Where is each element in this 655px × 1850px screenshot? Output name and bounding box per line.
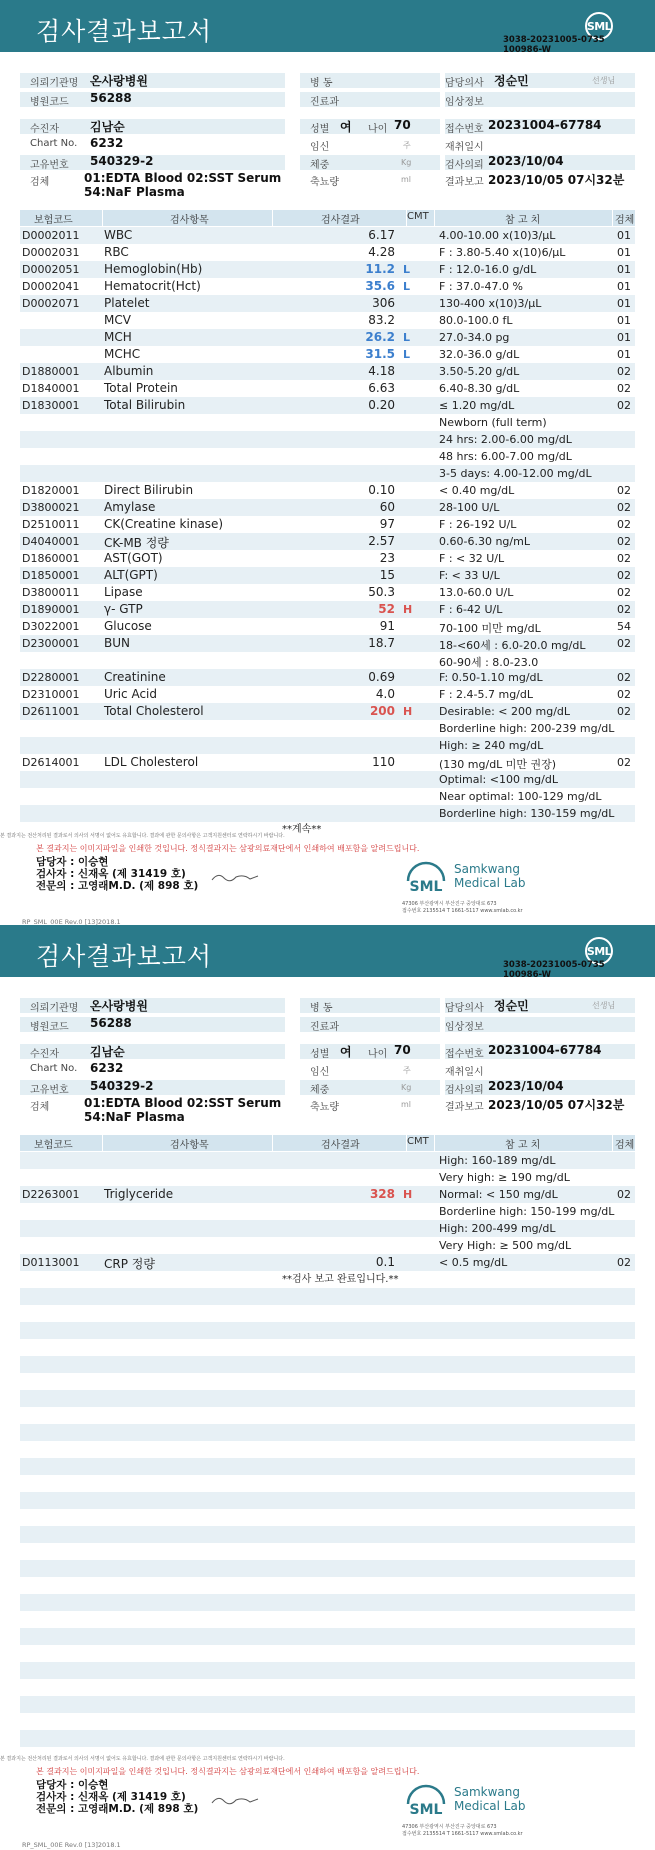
row-code: D0002031 xyxy=(22,246,80,259)
table-row xyxy=(0,312,655,329)
table-row xyxy=(0,1186,655,1203)
table-row xyxy=(0,482,655,499)
table-row xyxy=(0,1254,655,1271)
table-row xyxy=(0,669,655,686)
row-test-name: ALT(GPT) xyxy=(104,568,158,582)
row-reference: Desirable: < 200 mg/dL xyxy=(439,705,571,718)
table-row xyxy=(0,686,655,703)
row-specimen: 02 xyxy=(617,586,631,599)
row-reference: High: ≥ 240 mg/dL xyxy=(439,739,544,752)
row-test-name: CK(Creatine kinase) xyxy=(104,517,224,531)
row-result: 91 xyxy=(379,619,395,633)
row-code: D4040001 xyxy=(22,535,80,548)
row-result: 52 xyxy=(378,602,395,616)
table-row xyxy=(0,1152,655,1169)
row-test-name: Hematocrit(Hct) xyxy=(104,279,201,293)
table-row xyxy=(0,448,655,465)
row-result: 306 xyxy=(372,296,395,310)
row-result: 35.6 xyxy=(365,279,395,293)
table-row xyxy=(0,1237,655,1254)
row-reference: Near optimal: 100-129 mg/dL xyxy=(439,790,602,803)
row-reference: 27.0-34.0 pg xyxy=(439,331,510,344)
row-code: D0002051 xyxy=(22,263,80,276)
row-result: 200 xyxy=(369,704,395,718)
row-specimen: 02 xyxy=(617,1188,631,1201)
table-row xyxy=(0,1169,655,1186)
image-print-notice: 본 결과지는 이미지파일을 인쇄한 것입니다. 정식결과지는 삼광의료재단에서 인쇄하여 배포함을 알려드립니다. xyxy=(36,844,420,853)
row-result: 60 xyxy=(379,500,395,514)
table-row xyxy=(0,788,655,805)
row-code: D0113001 xyxy=(22,1256,80,1269)
row-test-name: Albumin xyxy=(104,364,154,378)
row-code: D0002011 xyxy=(22,229,80,242)
samkwang-logo-icon xyxy=(404,1782,448,1822)
table-row xyxy=(0,601,655,618)
row-specimen: 02 xyxy=(617,569,631,582)
table-stripe xyxy=(20,1594,635,1611)
row-result: 4.18 xyxy=(368,364,395,378)
row-specimen: 02 xyxy=(617,365,631,378)
results-table-header: 보험코드 검사항목 검사결과 CMT 참 고 치 검체 xyxy=(20,210,635,226)
table-row xyxy=(0,635,655,652)
row-code: D2614001 xyxy=(22,756,80,769)
row-reference: (130 mg/dL 미만 권장) xyxy=(439,758,557,771)
row-reference: 13.0-60.0 U/L xyxy=(439,586,514,599)
row-result: 4.28 xyxy=(368,245,395,259)
row-reference: 24 hrs: 2.00-6.00 mg/dL xyxy=(439,433,572,446)
table-row xyxy=(0,1203,655,1220)
table-row xyxy=(0,278,655,295)
row-code: D2611001 xyxy=(22,705,80,718)
row-specimen: 02 xyxy=(617,1256,631,1269)
row-test-name: Uric Acid xyxy=(104,687,158,701)
lab-name: Samkwang Medical Lab xyxy=(454,1785,526,1813)
row-specimen: 02 xyxy=(617,382,631,395)
row-result: 26.2 xyxy=(365,330,395,344)
row-result: 31.5 xyxy=(365,347,395,361)
row-result: 6.63 xyxy=(368,381,395,395)
row-test-name: MCH xyxy=(104,330,132,344)
row-reference: F : 3.80-5.40 x(10)6/μL xyxy=(439,246,566,259)
row-reference: 3.50-5.20 g/dL xyxy=(439,365,520,378)
row-specimen: 02 xyxy=(617,501,631,514)
row-test-name: MCV xyxy=(104,313,131,327)
continue-note: **계속** xyxy=(282,824,322,835)
table-row xyxy=(0,533,655,550)
row-reference: 6.40-8.30 g/dL xyxy=(439,382,520,395)
table-row xyxy=(0,380,655,397)
row-code: D3022001 xyxy=(22,620,80,633)
table-row xyxy=(0,363,655,380)
row-flag: L xyxy=(403,263,411,276)
table-row xyxy=(0,397,655,414)
row-code: D0002071 xyxy=(22,297,80,310)
row-reference: 32.0-36.0 g/dL xyxy=(439,348,520,361)
row-reference: 48 hrs: 6.00-7.00 mg/dL xyxy=(439,450,572,463)
table-row xyxy=(0,516,655,533)
row-specimen: 01 xyxy=(617,348,631,361)
row-specimen: 02 xyxy=(617,705,631,718)
table-row xyxy=(0,805,655,822)
row-code: D1820001 xyxy=(22,484,80,497)
report-footer: 본 결과지는 전산처리된 결과로서 의사의 서명이 없어도 유효합니다. 결과에 관한 문의사항은 고객지원센터로 연락하시기 바랍니다. 본 결과지는 이미지파일을 인쇄한 것입니다. 정식결과지는 삼광의료재단에서 인쇄하여 배포함을 알려드립니다. 담당자 : 이승현 검사자 : 신재옥 (제 31419 호) 전문의 : 고영래M.D. (제 898 호) SML Samkwang Medical Lab 47306 부산광역시 부산진구 중앙대로 673 접수번호 2135514 T 1661-5117 www.smlab.co.kr RP_SML_00E Rev.0 [13]2018.1 xyxy=(0,1756,526,1849)
row-code: D2510011 xyxy=(22,518,80,531)
row-reference: Optimal: <100 mg/dL xyxy=(439,773,558,786)
row-code: D1880001 xyxy=(22,365,80,378)
table-stripe xyxy=(20,1288,635,1305)
row-result: 11.2 xyxy=(365,262,395,276)
row-code: D1840001 xyxy=(22,382,80,395)
report-page-2 xyxy=(0,925,655,1850)
row-result: 2.57 xyxy=(368,534,395,548)
samkwang-logo-icon xyxy=(404,859,448,899)
row-test-name: Amylase xyxy=(104,500,156,514)
row-reference: F : 2.4-5.7 mg/dL xyxy=(439,688,533,701)
table-row xyxy=(0,703,655,720)
table-stripe xyxy=(20,1696,635,1713)
row-result: 23 xyxy=(379,551,395,565)
row-test-name: Glucose xyxy=(104,619,152,633)
table-row xyxy=(0,346,655,363)
row-flag: L xyxy=(403,348,411,361)
table-stripe xyxy=(20,1730,635,1747)
row-test-name: CRP 정량 xyxy=(104,1257,155,1271)
row-specimen: 02 xyxy=(617,671,631,684)
row-test-name: Triglyceride xyxy=(104,1187,174,1201)
row-test-name: Lipase xyxy=(104,585,143,599)
table-row xyxy=(0,584,655,601)
row-test-name: AST(GOT) xyxy=(104,551,163,565)
table-stripe xyxy=(20,1424,635,1441)
row-result: 83.2 xyxy=(368,313,395,327)
row-specimen: 02 xyxy=(617,756,631,769)
results-table-header: 보험코드 검사항목 검사결과 CMT 참 고 치 검체 xyxy=(20,1135,635,1151)
row-flag: H xyxy=(403,1188,413,1201)
row-specimen: 01 xyxy=(617,263,631,276)
row-reference: F : 12.0-16.0 g/dL xyxy=(439,263,537,276)
table-row xyxy=(0,244,655,261)
row-specimen: 01 xyxy=(617,331,631,344)
table-stripe xyxy=(20,1628,635,1645)
row-test-name: Direct Bilirubin xyxy=(104,483,194,497)
report-title: 검사결과보고서 xyxy=(36,942,213,971)
row-reference: F : 6-42 U/L xyxy=(439,603,503,616)
row-reference: Borderline high: 200-239 mg/dL xyxy=(439,722,615,735)
row-reference: F: 0.50-1.10 mg/dL xyxy=(439,671,543,684)
row-reference: 18-<60세 : 6.0-20.0 mg/dL xyxy=(439,639,586,652)
row-reference: 4.00-10.00 x(10)3/μL xyxy=(439,229,556,242)
row-test-name: LDL Cholesterol xyxy=(104,755,199,769)
row-reference: 70-100 미만 mg/dL xyxy=(439,622,541,635)
row-code: D1850001 xyxy=(22,569,80,582)
row-flag: H xyxy=(403,603,413,616)
row-specimen: 02 xyxy=(617,552,631,565)
table-row xyxy=(0,465,655,482)
row-flag: L xyxy=(403,280,411,293)
row-code: D0002041 xyxy=(22,280,80,293)
row-result: 6.17 xyxy=(368,228,395,242)
row-result: 15 xyxy=(379,568,395,582)
row-reference: ≤ 1.20 mg/dL xyxy=(439,399,515,412)
table-row xyxy=(0,652,655,669)
row-reference: Very high: ≥ 190 mg/dL xyxy=(439,1171,570,1184)
lab-name: Samkwang Medical Lab xyxy=(454,862,526,890)
row-specimen: 01 xyxy=(617,246,631,259)
row-specimen: 02 xyxy=(617,399,631,412)
row-reference: Normal: < 150 mg/dL xyxy=(439,1188,558,1201)
row-test-name: Total Bilirubin xyxy=(104,398,186,412)
row-test-name: γ- GTP xyxy=(104,602,143,616)
row-reference: < 0.5 mg/dL xyxy=(439,1256,508,1269)
row-specimen: 02 xyxy=(617,603,631,616)
report-footer: 본 결과지는 전산처리된 결과로서 의사의 서명이 없어도 유효합니다. 결과에 관한 문의사항은 고객지원센터로 연락하시기 바랍니다. 본 결과지는 이미지파일을 인쇄한 것입니다. 정식결과지는 삼광의료재단에서 인쇄하여 배포함을 알려드립니다. 담당자 : 이승현 검사자 : 신재옥 (제 31419 호) 전문의 : 고영래M.D. (제 898 호) SML Samkwang Medical Lab 47306 부산광역시 부산진구 중앙대로 673 접수번호 2135514 T 1661-5117 www.smlab.co.kr RP_SML_00E Rev.0 [13]2018.1 xyxy=(0,833,526,925)
row-specimen: 02 xyxy=(617,688,631,701)
row-reference: F: < 33 U/L xyxy=(439,569,500,582)
row-result: 110 xyxy=(372,755,395,769)
table-stripe xyxy=(20,1526,635,1543)
row-code: D3800021 xyxy=(22,501,80,514)
table-row xyxy=(0,227,655,244)
row-specimen: 02 xyxy=(617,637,631,650)
sml-logo-icon: SML xyxy=(585,12,613,40)
table-stripe xyxy=(20,1662,635,1679)
row-reference: High: 200-499 mg/dL xyxy=(439,1222,556,1235)
row-test-name: Total Protein xyxy=(104,381,178,395)
table-row xyxy=(0,567,655,584)
svg-text:SML: SML xyxy=(409,879,443,895)
table-row xyxy=(0,618,655,635)
report-end-note: **검사 보고 완료입니다.** xyxy=(282,1274,399,1285)
row-reference: High: 160-189 mg/dL xyxy=(439,1154,556,1167)
table-row xyxy=(0,1220,655,1237)
table-row xyxy=(0,261,655,278)
table-stripe xyxy=(20,1560,635,1577)
row-code: D1830001 xyxy=(22,399,80,412)
row-code: D1860001 xyxy=(22,552,80,565)
row-result: 0.10 xyxy=(368,483,395,497)
row-flag: L xyxy=(403,331,411,344)
table-stripe xyxy=(20,1492,635,1509)
sml-logo-icon: SML xyxy=(585,937,613,965)
table-row xyxy=(0,295,655,312)
row-result: 97 xyxy=(379,517,395,531)
row-reference: Newborn (full term) xyxy=(439,416,547,429)
table-row xyxy=(0,737,655,754)
row-code: D1890001 xyxy=(22,603,80,616)
table-row xyxy=(0,329,655,346)
image-print-notice: 본 결과지는 이미지파일을 인쇄한 것입니다. 정식결과지는 삼광의료재단에서 인쇄하여 배포함을 알려드립니다. xyxy=(36,1767,420,1776)
row-code: D2300001 xyxy=(22,637,80,650)
row-reference: Borderline high: 150-199 mg/dL xyxy=(439,1205,615,1218)
row-result: 0.69 xyxy=(368,670,395,684)
patient-info: 의뢰기관명 온사랑병원 병 동 담당의사 정순민 선생님 병원코드 56288 진료과 임상정보 수진자 김남순 성별 여 나이 70 접수번호 20231004-67784 Chart No. 6232 임신 주 재취일시 고유번호 540329-2 체중 Kg 검사의뢰 2023/10/04 검체 01:EDTA Blood 02:SST Serum 54:NaF Plasma 축뇨량 ml 결과보고 2023/10/05 07시32분 xyxy=(0,995,655,1115)
row-specimen: 02 xyxy=(617,535,631,548)
row-specimen: 54 xyxy=(617,620,631,633)
table-stripe xyxy=(20,1356,635,1373)
row-test-name: Total Cholesterol xyxy=(104,704,204,718)
row-test-name: RBC xyxy=(104,245,129,259)
report-code: 3038-20231005-0735 100986-W xyxy=(503,960,605,980)
table-row xyxy=(0,431,655,448)
row-specimen: 02 xyxy=(617,518,631,531)
table-row xyxy=(0,550,655,567)
report-code: 3038-20231005-0735 100986-W xyxy=(503,35,605,55)
row-reference: F : < 32 U/L xyxy=(439,552,505,565)
row-flag: H xyxy=(403,705,413,718)
row-result: 18.7 xyxy=(368,636,395,650)
row-reference: Very High: ≥ 500 mg/dL xyxy=(439,1239,572,1252)
row-test-name: MCHC xyxy=(104,347,141,361)
row-reference: F : 37.0-47.0 % xyxy=(439,280,523,293)
row-reference: 0.60-6.30 ng/mL xyxy=(439,535,530,548)
row-test-name: Platelet xyxy=(104,296,150,310)
row-reference: 80.0-100.0 fL xyxy=(439,314,513,327)
row-result: 0.20 xyxy=(368,398,395,412)
row-reference: 60-90세 : 8.0-23.0 xyxy=(439,656,539,669)
row-reference: 3-5 days: 4.00-12.00 mg/dL xyxy=(439,467,592,480)
row-code: D2280001 xyxy=(22,671,80,684)
row-reference: 130-400 x(10)3/μL xyxy=(439,297,542,310)
table-stripe xyxy=(20,1458,635,1475)
report-title: 검사결과보고서 xyxy=(36,17,213,46)
row-test-name: Creatinine xyxy=(104,670,166,684)
row-specimen: 01 xyxy=(617,297,631,310)
row-reference: < 0.40 mg/dL xyxy=(439,484,515,497)
row-reference: 28-100 U/L xyxy=(439,501,500,514)
patient-info: 의뢰기관명 온사랑병원 병 동 담당의사 정순민 선생님 병원코드 56288 진료과 임상정보 수진자 김남순 성별 여 나이 70 접수번호 20231004-67784 Chart No. 6232 임신 주 재취일시 고유번호 540329-2 체중 Kg 검사의뢰 2023/10/04 검체 01:EDTA Blood 02:SST Serum 54:NaF Plasma 축뇨량 ml 결과보고 2023/10/05 07시32분 xyxy=(0,70,655,190)
row-reference: F : 26-192 U/L xyxy=(439,518,517,531)
row-specimen: 01 xyxy=(617,314,631,327)
row-result: 0.1 xyxy=(375,1255,395,1269)
row-specimen: 01 xyxy=(617,280,631,293)
row-test-name: CK-MB 정량 xyxy=(104,536,169,550)
row-reference: Borderline high: 130-159 mg/dL xyxy=(439,807,615,820)
table-row xyxy=(0,771,655,788)
table-row xyxy=(0,499,655,516)
row-result: 4.0 xyxy=(375,687,395,701)
table-row xyxy=(0,754,655,771)
table-row xyxy=(0,720,655,737)
row-result: 328 xyxy=(369,1187,395,1201)
svg-text:SML: SML xyxy=(409,1802,443,1818)
row-result: 50.3 xyxy=(368,585,395,599)
table-stripe xyxy=(20,1390,635,1407)
table-stripe xyxy=(20,1322,635,1339)
row-specimen: 02 xyxy=(617,484,631,497)
table-row xyxy=(0,414,655,431)
row-code: D2263001 xyxy=(22,1188,80,1201)
row-test-name: WBC xyxy=(104,228,133,242)
signature-icon xyxy=(210,1793,260,1807)
signature-icon xyxy=(210,870,260,884)
row-test-name: BUN xyxy=(104,636,130,650)
row-test-name: Hemoglobin(Hb) xyxy=(104,262,203,276)
row-code: D2310001 xyxy=(22,688,80,701)
row-code: D3800011 xyxy=(22,586,80,599)
row-specimen: 01 xyxy=(617,229,631,242)
